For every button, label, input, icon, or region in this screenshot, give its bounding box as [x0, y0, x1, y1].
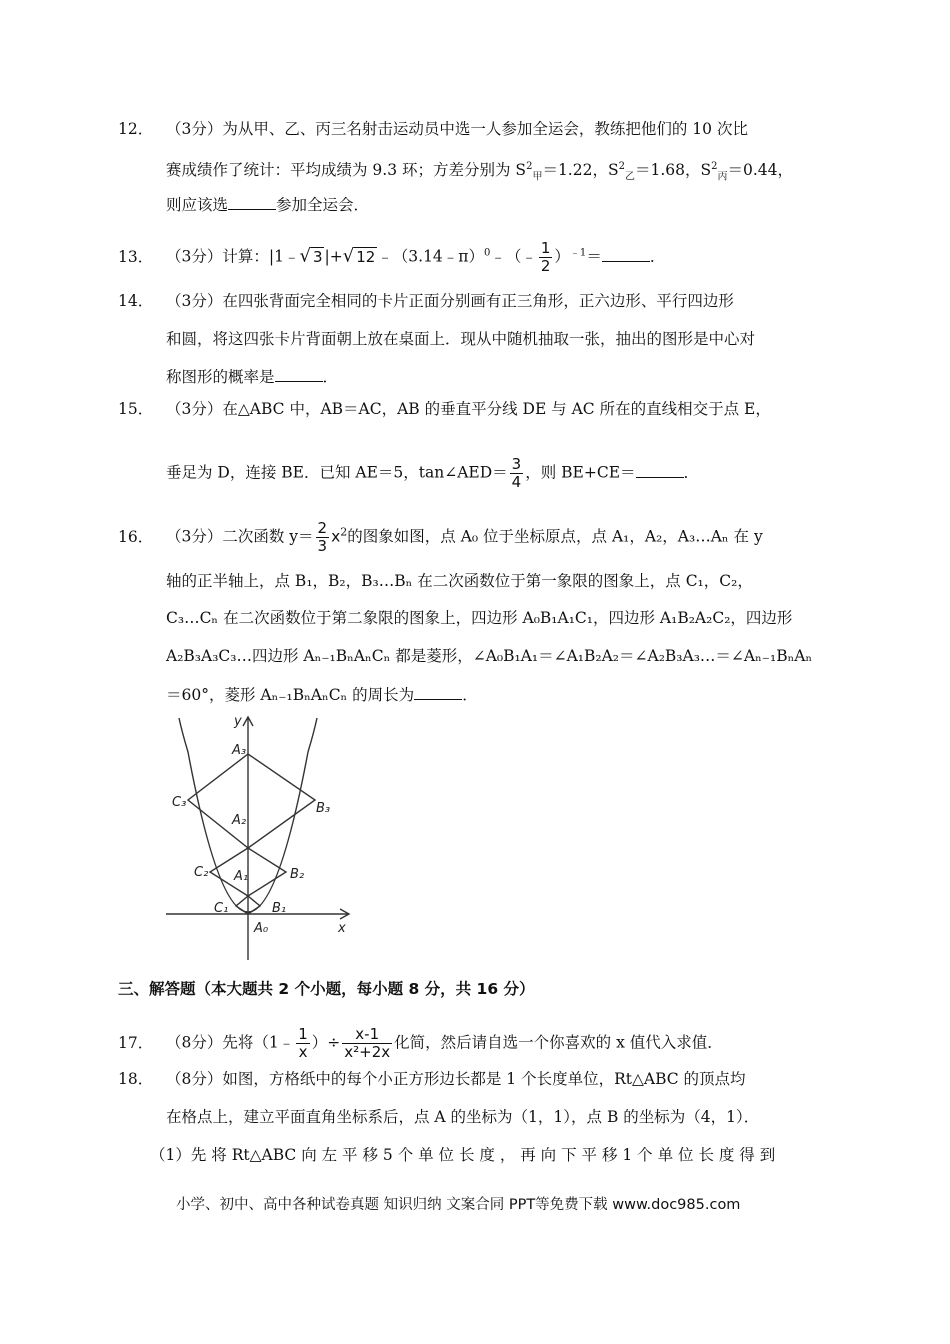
q12-line2: 赛成绩作了统计：平均成绩为 9.3 环；方差分别为 $S^2_甲=1.22$，$S^2_乙=1.68$，$S^2_丙=0.44$， [166, 161, 793, 183]
fraction: $\frac{2}{3}$ [317, 519, 328, 555]
label-C2: C₂ [194, 865, 209, 880]
label-A1: A₁ [234, 869, 249, 884]
q17-line: 17． （8分）先将（1﹣ $\frac{1}{x}$ ）÷ $\frac{x-1}{\text{x²+2x}}$ 化简，然后请自选一个你喜欢的 x 值代入求值． [118, 1025, 723, 1061]
q12-line3: 则应该选 参加全运会． [166, 196, 370, 214]
answer-blank [228, 195, 276, 210]
q14-line1: 14． （3分）在四张背面完全相同的卡片正面分别画有正三角形，正六边形、平行四边形 [118, 292, 734, 310]
fraction: $\frac{1}{x}$ [298, 1025, 308, 1061]
answer-blank [275, 367, 323, 382]
label-B2: B₂ [290, 867, 305, 882]
page-footer: 小学、初中、高中各种试卷真题 知识归纳 文案合同 PPT等免费下载 www.doc985.com [176, 1197, 741, 1213]
answer-blank [414, 685, 462, 700]
q16-line3: C₃…Cₙ 在二次函数位于第二象限的图象上，四边形 A₀B₁A₁C₁，四边形 A₁B₂A₂C₂，四边形 [166, 609, 793, 627]
question-number: 14． [118, 292, 154, 310]
rhombus-3 [188, 754, 315, 848]
question-number: 13． [118, 247, 154, 266]
q16-line1: 16． （3分）二次函数 y＝ $\frac{2}{3}$ $x^2$的图象如图，点 A₀ 位于坐标原点，点 A₁，A₂，A₃…Aₙ 在 y [118, 519, 763, 555]
question-number: 16． [118, 527, 154, 546]
label-y: y [234, 714, 242, 729]
parabola-rhombus-figure [160, 712, 360, 962]
section-heading: 三、解答题（本大题共 2 个小题，每小题 8 分，共 16 分） [118, 980, 535, 998]
q18-line1: 18． （8分）如图，方格纸中的每个小正方形边长都是 1 个长度单位，Rt△ABC 的顶点均 [118, 1070, 746, 1088]
question-number: 18． [118, 1070, 154, 1088]
q13-line: 13． （3分）计算：|1﹣√ 3 |+√ 12 ﹣（3.14﹣π）$^0$﹣（﹣ $\frac{1}{2}$ ）$^{﹣1}$＝ ． [118, 239, 666, 275]
label-B3: B₃ [316, 801, 331, 816]
q16-line2: 轴的正半轴上，点 B₁，B₂，B₃…Bₙ 在二次函数位于第一象限的图象上，点 C₁，C₂， [166, 572, 753, 590]
q14-line3: 称图形的概率是 ． [166, 368, 339, 386]
fraction: $\frac{3}{4}$ [511, 455, 522, 491]
q12-line1: 12． （3分）为从甲、乙、丙三名射击运动员中选一人参加全运会，教练把他们的 10 次比 [118, 120, 748, 138]
label-A3: A₃ [232, 743, 247, 758]
q15-line2: 垂足为 D，连接 BE．已知 AE＝5，tan∠AED＝ $\frac{3}{4}$ ，则 BE+CE＝ ． [166, 455, 700, 491]
fraction: $\frac{x-1}{\text{x²+2x}}$ [344, 1025, 391, 1061]
label-B1: B₁ [272, 901, 287, 916]
label-C1: C₁ [214, 901, 229, 916]
q16-line4: A₂B₃A₃C₃…四边形 Aₙ₋₁BₙAₙCₙ 都是菱形，∠A₀B₁A₁＝∠A₁B₂A₂＝∠A₂B₃A₃…＝∠Aₙ₋₁BₙAₙ [166, 647, 813, 665]
q18-line3: （1）先 将 Rt△ABC 向 左 平 移 5 个 单 位 长 度 ， 再 向 下 平 移 1 个 单 位 长 度 得 到 [150, 1146, 776, 1164]
sqrt-symbol: √ [299, 245, 311, 267]
question-number: 17． [118, 1033, 154, 1052]
q18-line2: 在格点上，建立平面直角坐标系后，点 A 的坐标为（1，1），点 B 的坐标为（4，1）． [166, 1108, 760, 1126]
fraction: $\frac{1}{2}$ [540, 239, 551, 275]
label-A0: A₀ [254, 921, 269, 936]
sqrt-symbol: √ [342, 245, 355, 267]
q16-line5: ＝60°，菱形 Aₙ₋₁BₙAₙCₙ 的周长为 ． [166, 686, 478, 704]
question-number: 12． [118, 120, 154, 138]
answer-blank [602, 247, 650, 262]
label-A2: A₂ [232, 813, 247, 828]
label-x: x [338, 921, 346, 936]
label-C3: C₃ [172, 795, 187, 810]
q14-line2: 和圆，将这四张卡片背面朝上放在桌面上．现从中随机抽取一张，抽出的图形是中心对 [166, 330, 756, 348]
q15-line1: 15． （3分）在△ABC 中，AB＝AC，AB 的垂直平分线 DE 与 AC 所在的直线相交于点 E， [118, 400, 771, 418]
answer-blank [636, 463, 684, 478]
question-number: 15． [118, 400, 154, 418]
